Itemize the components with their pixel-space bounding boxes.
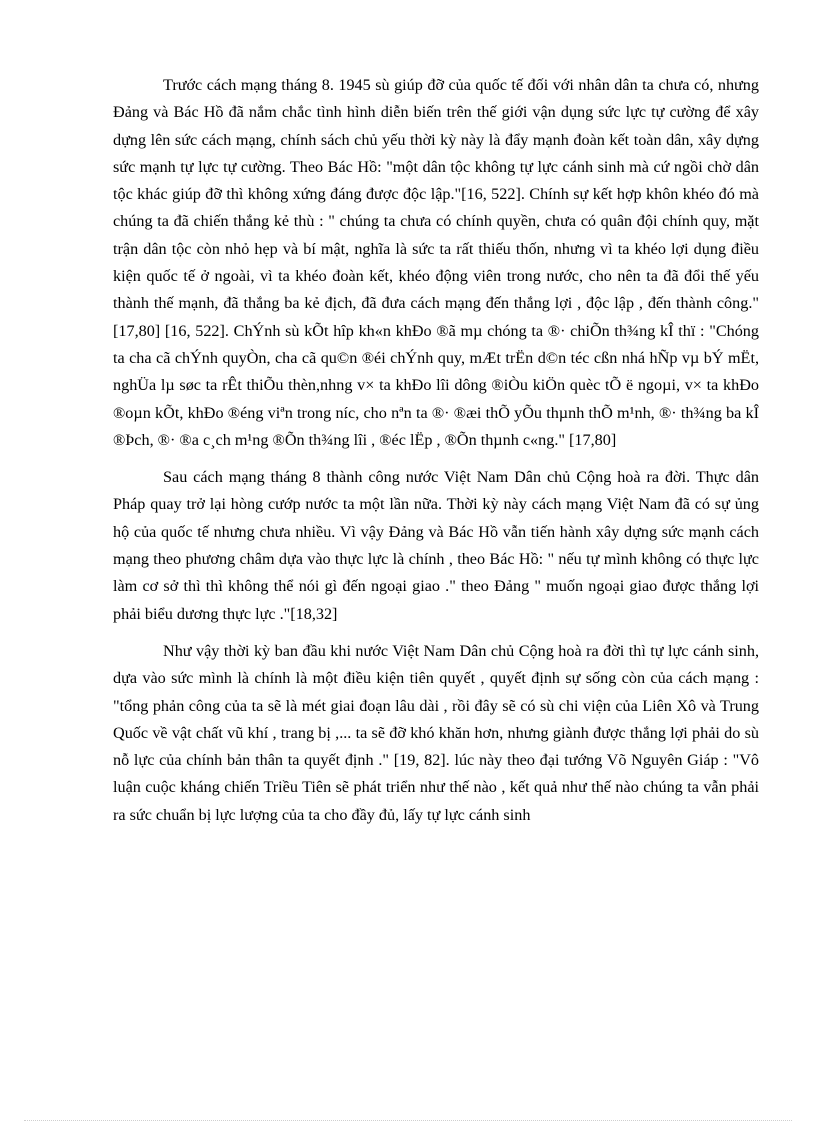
paragraph-3: Như vậy thời kỳ ban đầu khi nước Việt Nam Dân chủ Cộng hoà ra đời thì tự lực cánh sinh, dựa vào sức mình là chính là một điều kiện tiên quyết , quyết định sự sống còn của cách mạng : "tổng phản công của ta sẽ là mét giai đoạn lâu dài , rồi đây sẽ có sù chi viện của Liên Xô và Trung Quốc về vật chất vũ khí , trang bị ,... ta sẽ đỡ khó khăn hơn, nhưng giành được thắng lợi phải do sù nỗ lực của chính bản thân ta quyết định ." [19, 82]. lúc này theo đại tướng Võ Nguyên Giáp : "Vô luận cuộc kháng chiến Triều Tiên sẽ phát triển như thế nào , kết quả như thế nào chúng ta vẫn phải ra sức chuẩn bị lực lượng của ta cho đầy đủ, lấy tự lực cánh sinh [113,641,759,824]
paragraph-1: Trước cách mạng tháng 8. 1945 sù giúp đỡ của quốc tế đối với nhân dân ta chưa có, nhưng Đảng và Bác Hồ đã nắm chắc tình hình diễn biến trên thế giới vận dụng sức lực tự cường để xây dựng lên sức cách mạng, chính sách chủ yếu thời kỳ này là đẩy mạnh đoàn kết toàn dân, xây dựng sức mạnh tự lực tự cường. Theo Bác Hồ: "một dân tộc không tự lực cánh sinh mà cứ ngồi chờ dân tộc khác giúp đỡ thì không xứng đáng được độc lập."[16, 522]. Chính sự kết hợp khôn khéo đó mà chúng ta đã chiến thắng kẻ thù : " chúng ta chưa có chính quyền, chưa có quân đội chính quy, mặt trận dân tộc còn nhỏ hẹp và bí mật, nghĩa là sức ta rất thiếu thốn, nhưng vì ta khéo lợi dụng điều kiện quốc tế ở ngoài, vì ta khéo đoàn kết, khéo động viên trong nước, cho nên ta đã đổi thế yếu thành thế mạnh, đã thắng ba kẻ địch, đã đưa cách mạng đến thắng lợi , độc lập , đến thành công." [17,80] [16, 522]. ChÝnh sù kÕt hîp kh«n khÐo ®ã mµ chóng ta ®· chiÕn th¾ng kÎ thï : "Chóng ta cha cã chÝnh quyÒn, cha cã qu©n ®éi chÝnh quy, mÆt trËn d©n téc cßn nhá hÑp vµ bÝ mËt, nghÜa lµ søc ta rÊt thiÕu thèn,nhng v× ta khÐo lîi dông ®iÒu kiÖn quèc tÕ ë ngoµi, v× ta khÐo ®oµn kÕt, khÐo ®éng viªn trong níc, cho nªn ta ®· ®æi thÕ yÕu thµnh thÕ m¹nh, ®· th¾ng ba kÎ ®Þch, ®· ®a c¸ch m¹ng ®Õn th¾ng lîi , ®éc lËp , ®Õn thµnh c«ng." [17,80] [113,76,759,449]
paragraph-2: Sau cách mạng tháng 8 thành công nước Việt Nam Dân chủ Cộng hoà ra đời. Thực dân Pháp quay trở lại hòng cướp nước ta một lần nữa. Thời kỳ này cách mạng Việt Nam đã có sự ủng hộ của quốc tế nhưng chưa nhiều. Vì vậy Đảng và Bác Hồ vẫn tiến hành xây dựng sức mạnh cách mạng theo phương châm dựa vào thực lực là chính , theo Bác Hồ: " nếu tự mình không có thực lực làm cơ sở thì thì không thể nói gì đến ngoại giao ." theo Đảng " muốn ngoại giao được thắng lợi phải biểu dương thực lực ."[18,32] [113,468,759,623]
page-bottom-divider [24,1120,792,1121]
